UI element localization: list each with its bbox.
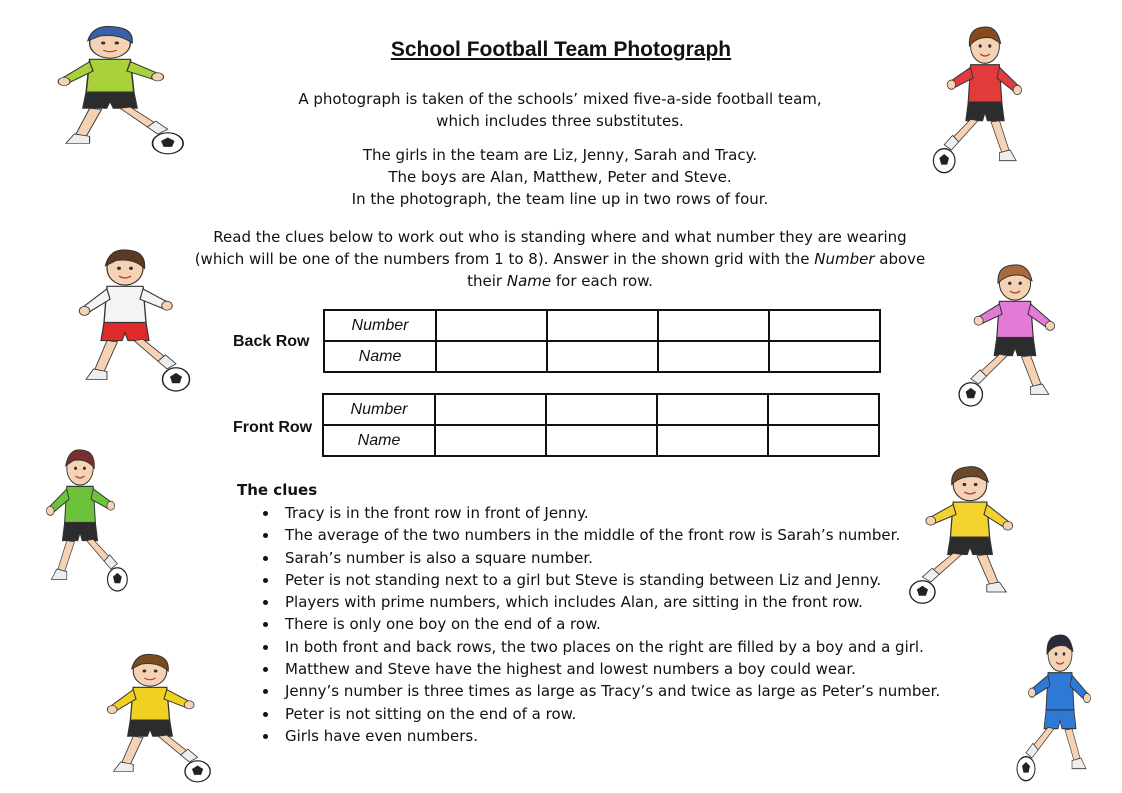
clue-item: Players with prime numbers, which includes Alan, are sitting in the front row. <box>285 591 940 613</box>
page-title: School Football Team Photograph <box>390 38 732 61</box>
back-number-cell[interactable] <box>436 310 547 341</box>
player-white-girl <box>50 245 200 400</box>
instructions-line-2: (which will be one of the numbers from 1 to 8). Answer in the shown grid with the Number above <box>194 250 926 268</box>
clue-item: Peter is not standing next to a girl but Steve is standing between Liz and Jenny. <box>285 569 940 591</box>
clue-item: There is only one boy on the end of a row. <box>285 613 940 635</box>
front-number-row <box>323 394 879 425</box>
back-number-header: Number <box>324 310 436 341</box>
back-name-cell[interactable] <box>436 341 547 372</box>
back-number-cell[interactable] <box>658 310 769 341</box>
front-name-cell[interactable] <box>546 425 657 456</box>
front-name-cell[interactable] <box>768 425 879 456</box>
back-name-cell[interactable] <box>547 341 658 372</box>
clue-item: Tracy is in the front row in front of Jenny. <box>285 502 940 524</box>
girls-line: The girls in the team are Liz, Jenny, Sarah and Tracy. <box>362 146 758 164</box>
player-lime-girl <box>25 22 195 162</box>
instructions-line-1: Read the clues below to work out who is standing where and what number they are wearing <box>213 228 907 246</box>
clue-item: Sarah’s number is also a square number. <box>285 547 940 569</box>
clue-item: Girls have even numbers. <box>285 725 940 747</box>
boys-line: The boys are Alan, Matthew, Peter and Steve. <box>388 168 732 186</box>
back-number-row <box>324 310 880 341</box>
back-name-header: Name <box>324 341 436 372</box>
clue-item: Peter is not sitting on the end of a row. <box>285 703 940 725</box>
front-number-cell[interactable] <box>768 394 879 425</box>
back-name-cell[interactable] <box>658 341 769 372</box>
clues-list <box>258 502 940 747</box>
player-blue-boy <box>1010 630 1110 790</box>
intro-line-2: which includes three substitutes. <box>436 112 684 130</box>
instructions-paragraph <box>170 226 950 292</box>
intro-paragraph <box>170 88 950 132</box>
italic-term: Name <box>506 272 552 290</box>
instructions-line-3: their Name for each row. <box>467 272 653 290</box>
team-paragraph <box>170 144 950 210</box>
back-number-cell[interactable] <box>769 310 880 341</box>
lineup-line: In the photograph, the team line up in two rows of four. <box>351 190 769 208</box>
front-number-header: Number <box>323 394 435 425</box>
front-number-cell[interactable] <box>546 394 657 425</box>
player-yellow-goalkeeper <box>900 462 1040 612</box>
back-number-cell[interactable] <box>547 310 658 341</box>
front-name-cell[interactable] <box>657 425 768 456</box>
clue-item: Matthew and Steve have the highest and lowest numbers a boy could wear. <box>285 658 940 680</box>
front-row-grid <box>322 393 880 457</box>
player-pink-girl <box>950 260 1080 415</box>
front-row-label: Front Row <box>233 419 313 436</box>
clue-item: In both front and back rows, the two places on the right are filled by a boy and a girl. <box>285 636 940 658</box>
clues-title: The clues <box>237 481 318 499</box>
back-name-row <box>324 341 880 372</box>
front-name-header: Name <box>323 425 435 456</box>
back-row-label: Back Row <box>233 333 310 350</box>
front-number-cell[interactable] <box>657 394 768 425</box>
back-name-cell[interactable] <box>769 341 880 372</box>
intro-line-1: A photograph is taken of the schools’ mixed five-a-side football team, <box>298 90 822 108</box>
italic-term: Number <box>814 250 875 268</box>
front-name-cell[interactable] <box>435 425 546 456</box>
player-yellow-girl <box>80 650 220 790</box>
back-row-grid <box>323 309 881 373</box>
clue-item: The average of the two numbers in the middle of the front row is Sarah’s number. <box>285 524 940 546</box>
front-number-cell[interactable] <box>435 394 546 425</box>
player-green-boy <box>25 445 135 600</box>
player-red-boy <box>925 22 1045 182</box>
front-name-row <box>323 425 879 456</box>
clue-item: Jenny’s number is three times as large as Tracy’s and twice as large as Peter’s number. <box>285 680 940 702</box>
